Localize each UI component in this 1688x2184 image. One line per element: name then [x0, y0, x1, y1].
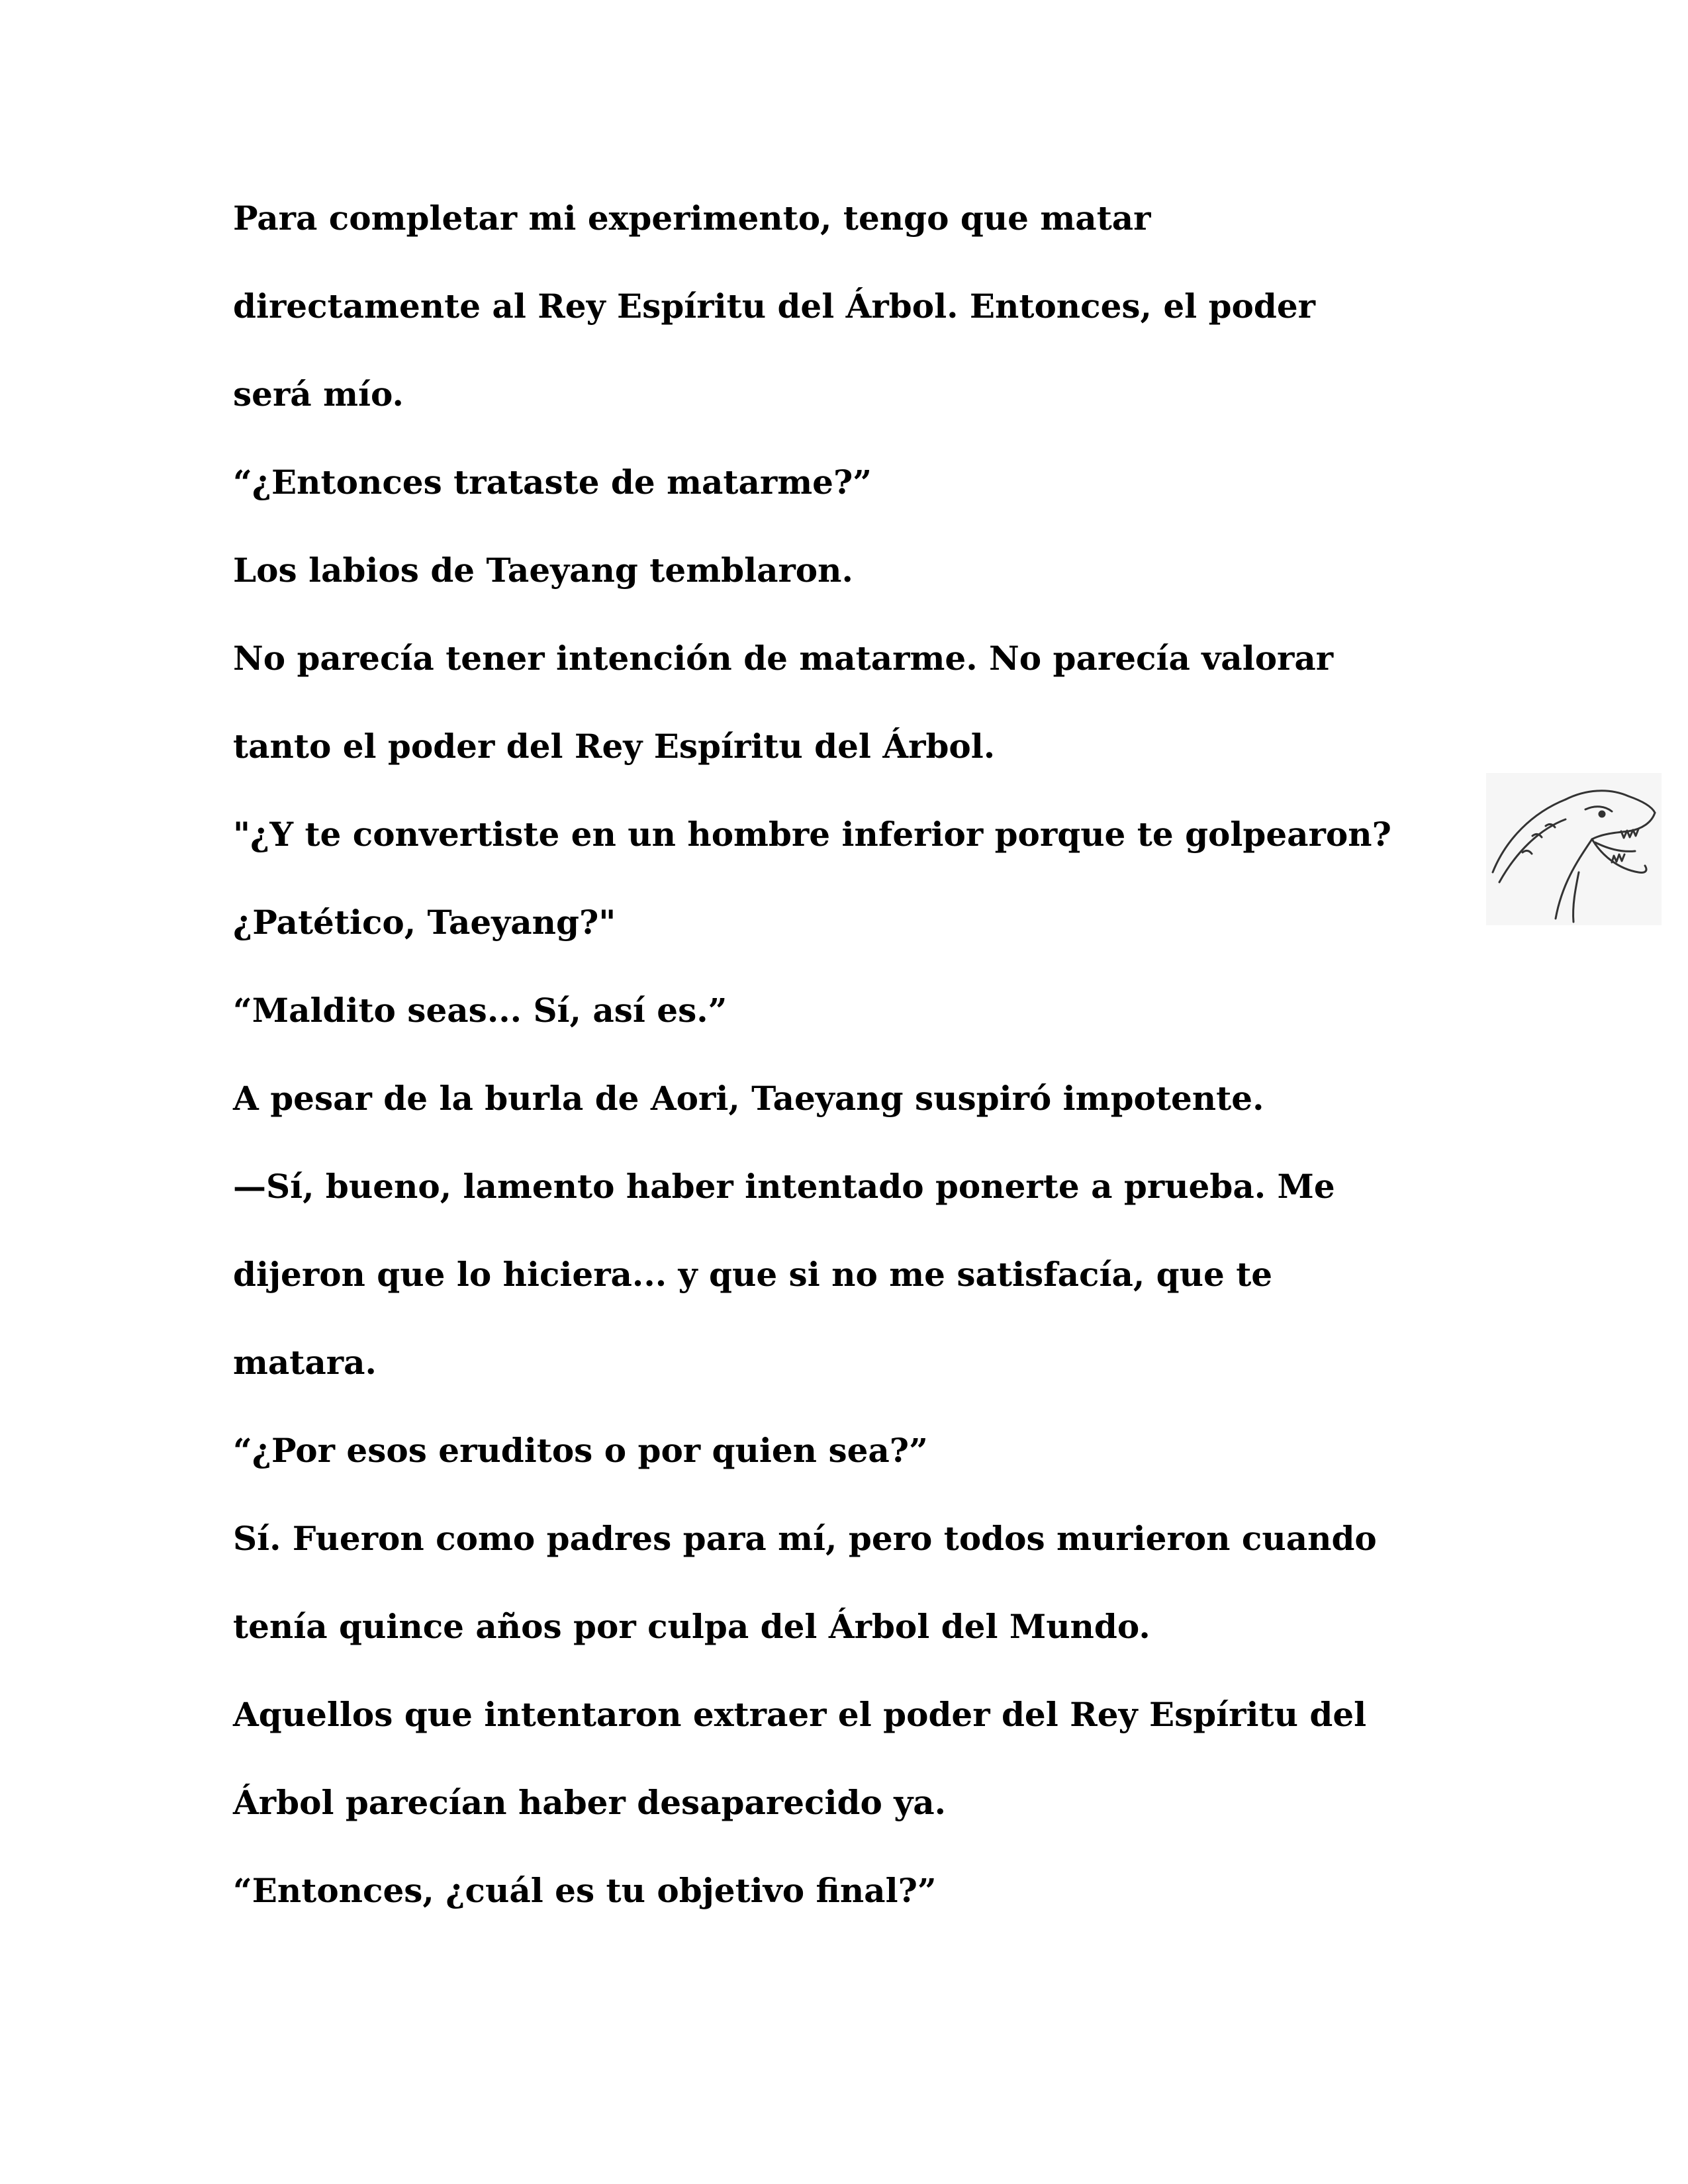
- body-text: [233, 192, 1491, 1952]
- text-line: Los labios de Taeyang temblaron.: [233, 551, 853, 590]
- text-line: será mío.: [233, 375, 404, 414]
- text-line: Sí. Fueron como padres para mí, pero todos murieron cuando: [233, 1519, 1377, 1558]
- text-line: “¿Entonces trataste de matarme?”: [233, 463, 872, 502]
- text-line: Para completar mi experimento, tengo que matar: [233, 199, 1151, 238]
- text-line: “Maldito seas... Sí, así es.”: [233, 991, 727, 1030]
- text-line: matara.: [233, 1343, 377, 1382]
- text-line: Árbol parecían haber desaparecido ya.: [233, 1783, 947, 1822]
- text-line: “Entonces, ¿cuál es tu objetivo final?”: [233, 1871, 937, 1910]
- text-line: tanto el poder del Rey Espíritu del Árbol.: [233, 727, 996, 766]
- text-line: —Sí, bueno, lamento haber intentado ponerte a prueba. Me: [233, 1167, 1335, 1206]
- text-line: “¿Por esos eruditos o por quien sea?”: [233, 1431, 928, 1470]
- text-line: Aquellos que intentaron extraer el poder del Rey Espíritu del: [233, 1695, 1367, 1734]
- text-line: ¿Patético, Taeyang?": [233, 903, 616, 942]
- text-line: A pesar de la burla de Aori, Taeyang suspiró impotente.: [233, 1079, 1264, 1118]
- dinosaur-head-sketch-icon: [1486, 773, 1662, 925]
- text-line: "¿Y te convertiste en un hombre inferior porque te golpearon?: [233, 815, 1391, 854]
- text-line: dijeron que lo hiciera... y que si no me satisfacía, que te: [233, 1255, 1273, 1294]
- text-line: directamente al Rey Espíritu del Árbol. Entonces, el poder: [233, 287, 1316, 326]
- text-line: No parecía tener intención de matarme. No parecía valorar: [233, 639, 1334, 678]
- text-line: tenía quince años por culpa del Árbol del Mundo.: [233, 1607, 1150, 1646]
